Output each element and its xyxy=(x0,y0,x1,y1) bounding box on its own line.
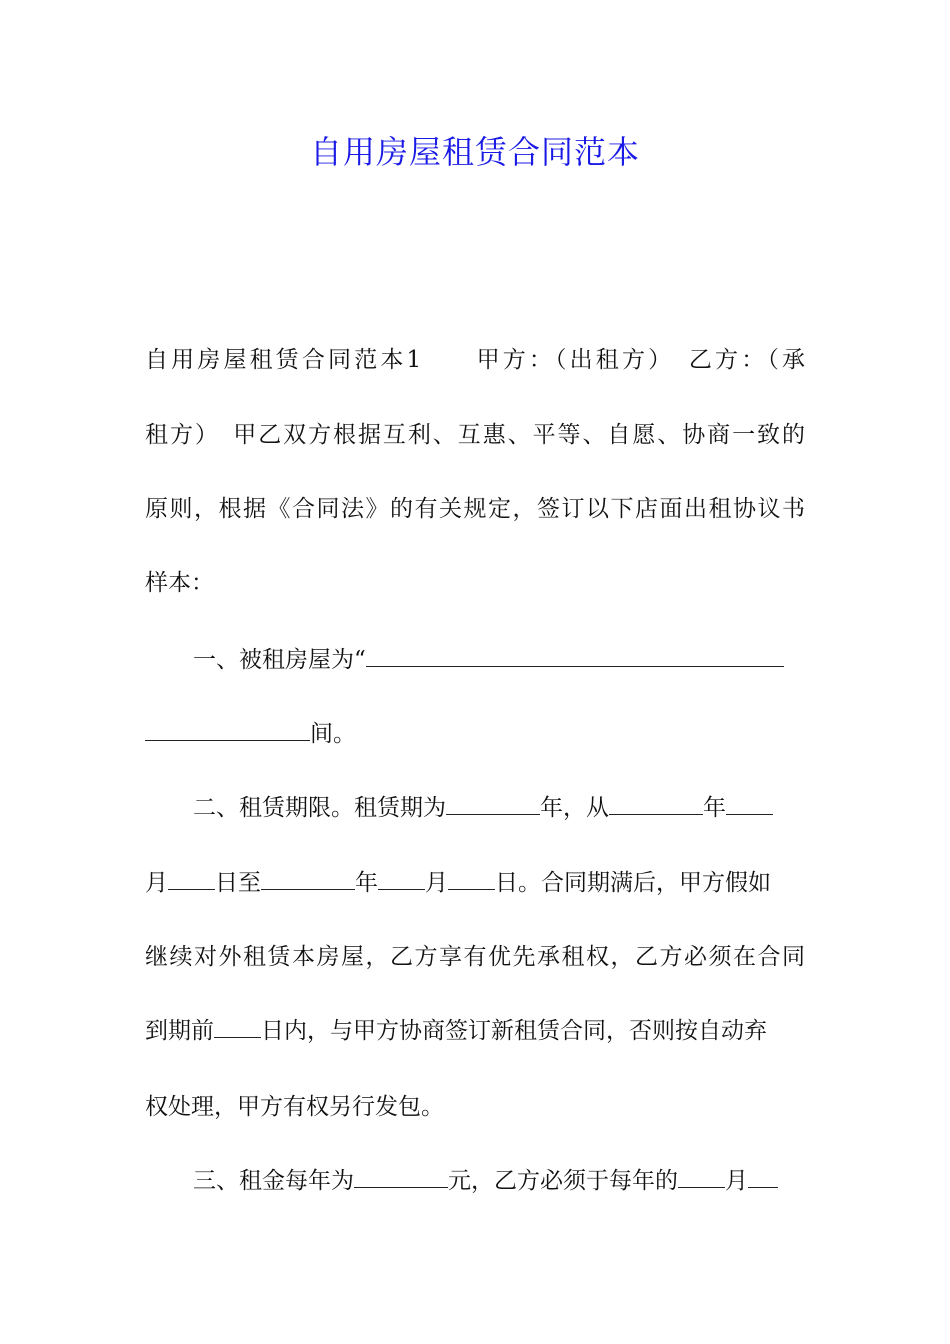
fill-blank xyxy=(748,1165,778,1188)
fill-blank xyxy=(366,644,784,667)
line-text: 样本： xyxy=(145,570,214,596)
clause-1-line-2 xyxy=(145,716,805,752)
fill-blank xyxy=(145,718,310,741)
clause-2-text-a: 二、租赁期限。租赁期为 xyxy=(193,795,446,821)
clause-2-line-5 xyxy=(145,1089,805,1125)
fill-blank xyxy=(609,792,703,815)
clause-2-text-i: 到期前 xyxy=(145,1018,214,1044)
clause-2-text-c: 年 xyxy=(703,795,726,821)
clause-1-line xyxy=(145,642,805,678)
clause-2-text-j: 日内，与甲方协商签订新租赁合同，否则按自动弃 xyxy=(261,1018,767,1044)
fill-blank xyxy=(678,1165,725,1188)
clause-3-text-b: 元，乙方必须于每年的 xyxy=(448,1168,678,1194)
clause-3-line-1 xyxy=(145,1163,805,1199)
fill-blank xyxy=(354,1165,448,1188)
clause-1-text: 一、被租房屋为“ xyxy=(193,647,366,673)
clause-2-text-d: 月 xyxy=(145,870,168,896)
text-line-4 xyxy=(145,565,805,601)
text-line-1 xyxy=(145,342,805,378)
document-title: 自用房屋租赁合同范本 xyxy=(309,133,640,171)
clause-2-text-b: 年，从 xyxy=(540,795,609,821)
clause-3-text-c: 月 xyxy=(725,1168,748,1194)
fill-blank xyxy=(261,867,355,890)
line-text: 继续对外租赁本房屋，乙方享有优先承租权，乙方必须在合同 xyxy=(145,944,805,970)
fill-blank xyxy=(446,792,540,815)
fill-blank xyxy=(448,867,495,890)
fill-blank xyxy=(726,792,773,815)
fill-blank xyxy=(168,867,215,890)
line-text: 自用房屋租赁合同范本1 甲方：（出租方） 乙方：（承 xyxy=(145,347,805,373)
clause-2-text-e: 日至 xyxy=(215,870,261,896)
clause-2-text-h: 日。合同期满后，甲方假如 xyxy=(495,870,771,896)
clause-1-end: 间。 xyxy=(310,721,356,747)
clause-3-text-a: 三、租金每年为 xyxy=(193,1168,354,1194)
fill-blank xyxy=(214,1015,261,1038)
line-text: 租方） 甲乙双方根据互利、互惠、平等、自愿、协商一致的 xyxy=(145,422,805,448)
line-text: 权处理，甲方有权另行发包。 xyxy=(145,1094,444,1120)
clause-2-line-1 xyxy=(145,790,805,826)
clause-2-text-f: 年 xyxy=(355,870,378,896)
clause-2-line-3 xyxy=(145,939,805,975)
clause-2-line-2 xyxy=(145,865,805,901)
text-line-3 xyxy=(145,491,805,527)
clause-2-line-4 xyxy=(145,1013,805,1049)
line-text: 原则，根据《合同法》的有关规定，签订以下店面出租协议书 xyxy=(145,496,805,522)
text-line-2 xyxy=(145,417,805,453)
clause-2-text-g: 月 xyxy=(425,870,448,896)
fill-blank xyxy=(378,867,425,890)
